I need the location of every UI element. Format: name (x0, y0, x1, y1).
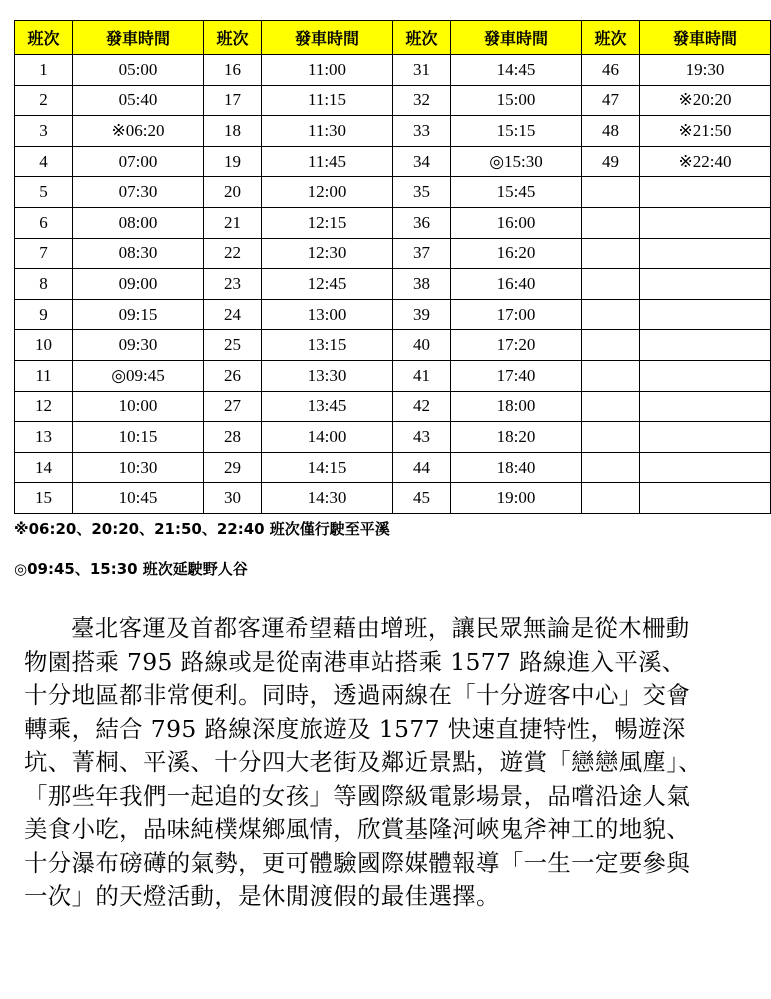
departure-time-cell: 14:30 (262, 483, 393, 514)
run-number-cell: 17 (204, 85, 262, 116)
run-number-cell: 37 (393, 238, 451, 269)
run-number-cell: 32 (393, 85, 451, 116)
table-row (15, 55, 771, 86)
run-number-cell: 31 (393, 55, 451, 86)
departure-time-cell: 09:00 (73, 269, 204, 300)
departure-time-cell: 14:45 (451, 55, 582, 86)
departure-time-cell: 12:15 (262, 207, 393, 238)
run-number-cell: 20 (204, 177, 262, 208)
run-number-cell (582, 483, 640, 514)
departure-time-cell: 13:15 (262, 330, 393, 361)
departure-time-cell: 09:15 (73, 299, 204, 330)
run-number-cell: 16 (204, 55, 262, 86)
departure-time-cell: ※21:50 (640, 116, 771, 147)
run-number-cell: 28 (204, 422, 262, 453)
run-number-cell (582, 360, 640, 391)
departure-time-cell: 10:15 (73, 422, 204, 453)
run-number-cell (582, 269, 640, 300)
run-number-cell: 46 (582, 55, 640, 86)
departure-time-cell: 10:45 (73, 483, 204, 514)
departure-time-cell: 18:40 (451, 452, 582, 483)
departure-time-cell: 17:40 (451, 360, 582, 391)
table-row (15, 177, 771, 208)
departure-time-cell: ◎09:45 (73, 360, 204, 391)
table-row (15, 269, 771, 300)
run-number-cell: 35 (393, 177, 451, 208)
departure-time-cell: ※22:40 (640, 146, 771, 177)
run-number-cell: 21 (204, 207, 262, 238)
note-extended-yerengu: ◎09:45、15:30 班次延駛野人谷 (14, 560, 248, 578)
header-run-number: 班次 (393, 21, 451, 55)
header-departure-time: 發車時間 (73, 21, 204, 55)
table-row (15, 116, 771, 147)
run-number-cell: 12 (15, 391, 73, 422)
departure-time-cell (640, 422, 771, 453)
departure-time-cell: 11:15 (262, 85, 393, 116)
departure-time-cell: 09:30 (73, 330, 204, 361)
run-number-cell: 2 (15, 85, 73, 116)
run-number-cell: 18 (204, 116, 262, 147)
note-pingxi-only: ※06:20、20:20、21:50、22:40 班次僅行駛至平溪 (14, 520, 390, 538)
run-number-cell: 39 (393, 299, 451, 330)
departure-time-cell: 07:00 (73, 146, 204, 177)
run-number-cell: 1 (15, 55, 73, 86)
run-number-cell: 10 (15, 330, 73, 361)
departure-time-cell: 17:00 (451, 299, 582, 330)
run-number-cell (582, 177, 640, 208)
header-run-number: 班次 (204, 21, 262, 55)
departure-time-cell (640, 299, 771, 330)
table-row (15, 391, 771, 422)
departure-time-cell: 14:00 (262, 422, 393, 453)
table-row (15, 299, 771, 330)
run-number-cell (582, 391, 640, 422)
departure-time-cell: 16:40 (451, 269, 582, 300)
run-number-cell: 14 (15, 452, 73, 483)
bus-schedule-table (14, 20, 771, 514)
table-row (15, 85, 771, 116)
run-number-cell (582, 207, 640, 238)
departure-time-cell (640, 207, 771, 238)
run-number-cell: 4 (15, 146, 73, 177)
departure-time-cell: 12:45 (262, 269, 393, 300)
run-number-cell (582, 330, 640, 361)
run-number-cell: 13 (15, 422, 73, 453)
run-number-cell: 33 (393, 116, 451, 147)
run-number-cell: 24 (204, 299, 262, 330)
table-row (15, 360, 771, 391)
departure-time-cell: 15:00 (451, 85, 582, 116)
run-number-cell: 22 (204, 238, 262, 269)
table-row (15, 238, 771, 269)
header-departure-time: 發車時間 (640, 21, 771, 55)
schedule-notes (14, 518, 390, 598)
departure-time-cell: 05:40 (73, 85, 204, 116)
run-number-cell: 8 (15, 269, 73, 300)
run-number-cell: 48 (582, 116, 640, 147)
table-row (15, 207, 771, 238)
departure-time-cell: 12:00 (262, 177, 393, 208)
table-row (15, 422, 771, 453)
run-number-cell: 11 (15, 360, 73, 391)
departure-time-cell: 10:00 (73, 391, 204, 422)
run-number-cell: 38 (393, 269, 451, 300)
run-number-cell: 3 (15, 116, 73, 147)
departure-time-cell: 18:20 (451, 422, 582, 453)
run-number-cell: 5 (15, 177, 73, 208)
run-number-cell: 9 (15, 299, 73, 330)
run-number-cell: 42 (393, 391, 451, 422)
header-departure-time: 發車時間 (451, 21, 582, 55)
departure-time-cell: 13:30 (262, 360, 393, 391)
departure-time-cell: 11:45 (262, 146, 393, 177)
departure-time-cell (640, 330, 771, 361)
departure-time-cell: 13:00 (262, 299, 393, 330)
departure-time-cell: 11:30 (262, 116, 393, 147)
departure-time-cell: 07:30 (73, 177, 204, 208)
departure-time-cell: 10:30 (73, 452, 204, 483)
run-number-cell: 41 (393, 360, 451, 391)
departure-time-cell: ◎15:30 (451, 146, 582, 177)
departure-time-cell: 08:00 (73, 207, 204, 238)
departure-time-cell (640, 391, 771, 422)
run-number-cell (582, 422, 640, 453)
header-run-number: 班次 (15, 21, 73, 55)
departure-time-cell: 13:45 (262, 391, 393, 422)
description-paragraph: 臺北客運及首都客運希望藉由增班，讓民眾無論是從木柵動物園搭乘 795 路線或是從南港車站搭乘 1577 路線進入平溪、十分地區都非常便利。同時，透過兩線在「十分遊客中心」交會轉乘，結合 795 路線深度旅遊及 1577 快速直捷特性，暢遊深坑、菁桐、平溪、十分四大老街及鄰近景點，遊賞「戀戀風塵」、「那些年我們一起追的女孩」等國際級電影場景，品嚐沿途人氣美食小吃，品味純樸煤鄉風情，欣賞基隆河峽鬼斧神工的地貌、十分瀑布磅礡的氣勢，更可體驗國際媒體報導「一生一定要參與一次」的天燈活動，是休閒渡假的最佳選擇。 (24, 614, 703, 910)
run-number-cell: 40 (393, 330, 451, 361)
table-body (15, 55, 771, 514)
departure-time-cell (640, 360, 771, 391)
run-number-cell: 25 (204, 330, 262, 361)
run-number-cell: 43 (393, 422, 451, 453)
run-number-cell (582, 452, 640, 483)
header-run-number: 班次 (582, 21, 640, 55)
table-row (15, 452, 771, 483)
departure-time-cell: 15:15 (451, 116, 582, 147)
run-number-cell: 36 (393, 207, 451, 238)
departure-time-cell: ※06:20 (73, 116, 204, 147)
table-header-row (15, 21, 771, 55)
run-number-cell: 44 (393, 452, 451, 483)
departure-time-cell: 14:15 (262, 452, 393, 483)
departure-time-cell (640, 269, 771, 300)
table-row (15, 146, 771, 177)
run-number-cell: 47 (582, 85, 640, 116)
departure-time-cell: 19:30 (640, 55, 771, 86)
run-number-cell: 6 (15, 207, 73, 238)
header-departure-time: 發車時間 (262, 21, 393, 55)
run-number-cell: 26 (204, 360, 262, 391)
departure-time-cell: 16:20 (451, 238, 582, 269)
table-row (15, 330, 771, 361)
table-row (15, 483, 771, 514)
run-number-cell: 23 (204, 269, 262, 300)
departure-time-cell (640, 452, 771, 483)
run-number-cell (582, 238, 640, 269)
run-number-cell: 34 (393, 146, 451, 177)
run-number-cell: 49 (582, 146, 640, 177)
run-number-cell: 15 (15, 483, 73, 514)
departure-time-cell: 16:00 (451, 207, 582, 238)
departure-time-cell: 19:00 (451, 483, 582, 514)
run-number-cell: 7 (15, 238, 73, 269)
departure-time-cell: 17:20 (451, 330, 582, 361)
departure-time-cell: 12:30 (262, 238, 393, 269)
departure-time-cell: 08:30 (73, 238, 204, 269)
departure-time-cell: 15:45 (451, 177, 582, 208)
run-number-cell: 27 (204, 391, 262, 422)
departure-time-cell: 18:00 (451, 391, 582, 422)
departure-time-cell: ※20:20 (640, 85, 771, 116)
departure-time-cell (640, 238, 771, 269)
departure-time-cell (640, 483, 771, 514)
departure-time-cell (640, 177, 771, 208)
run-number-cell: 45 (393, 483, 451, 514)
run-number-cell: 30 (204, 483, 262, 514)
run-number-cell: 19 (204, 146, 262, 177)
departure-time-cell: 11:00 (262, 55, 393, 86)
run-number-cell: 29 (204, 452, 262, 483)
departure-time-cell: 05:00 (73, 55, 204, 86)
run-number-cell (582, 299, 640, 330)
